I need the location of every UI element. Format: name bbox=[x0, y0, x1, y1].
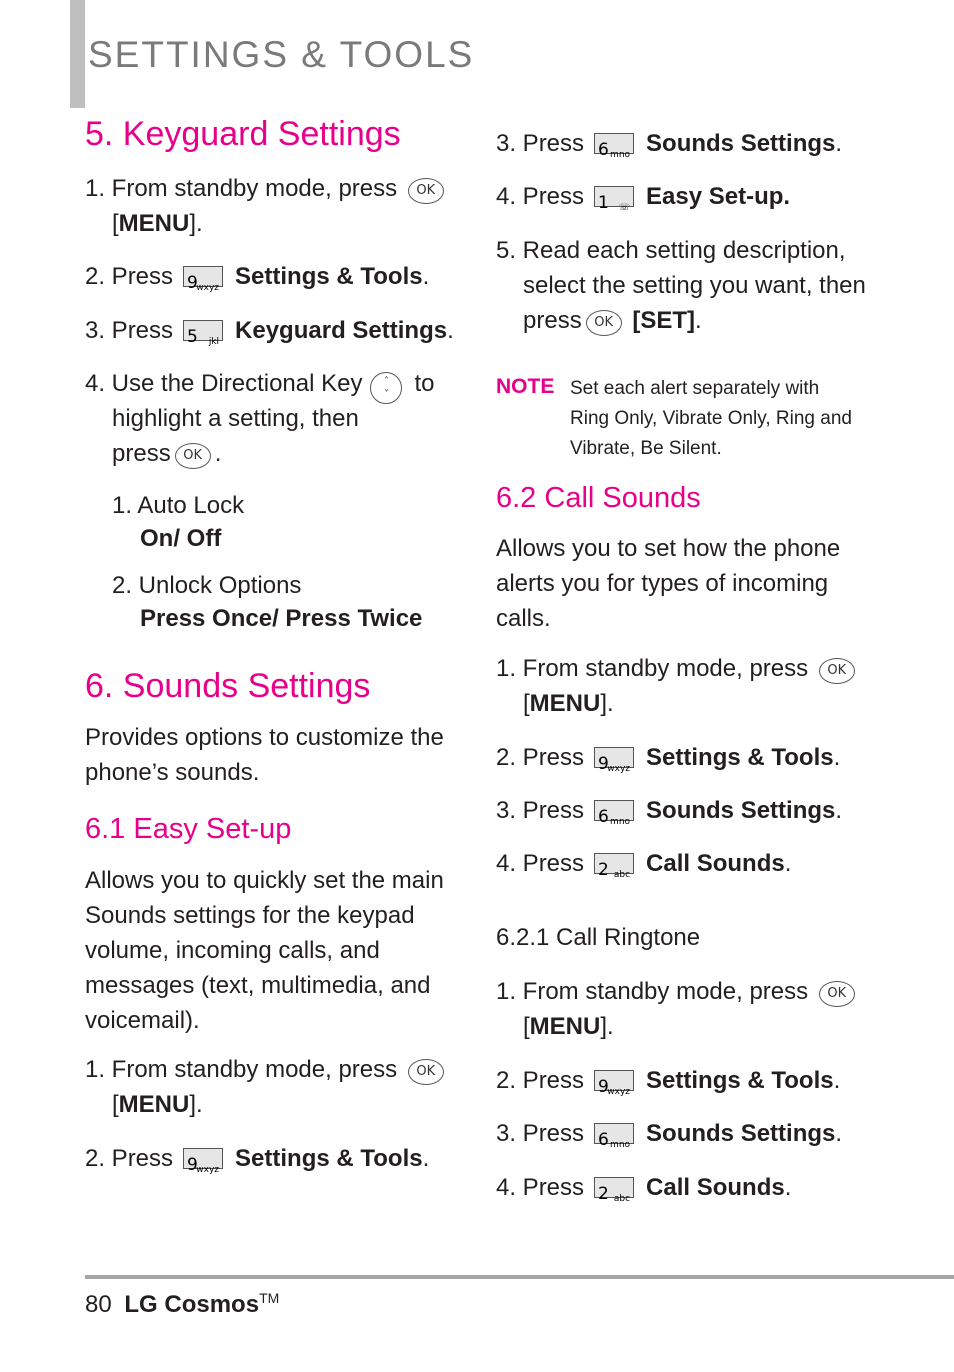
key-letters: jkl bbox=[208, 337, 220, 347]
trademark: TM bbox=[259, 1290, 280, 1306]
step-text: 3. Press bbox=[496, 130, 585, 157]
easy-para-l4: messages (text, multimedia, and bbox=[85, 972, 431, 999]
header-bar bbox=[70, 0, 85, 108]
easy-step-5-l2: select the setting you want, then bbox=[523, 272, 866, 299]
menu-target: Call Sounds bbox=[646, 1174, 785, 1201]
keyguard-step-3: 3. Press 5 jkl Keyguard Settings. bbox=[85, 313, 454, 348]
step-text: 1. From standby mode, press bbox=[85, 175, 398, 202]
note-l3: Vibrate, Be Silent. bbox=[570, 438, 722, 459]
footer-rule bbox=[85, 1275, 954, 1279]
menu-label: MENU bbox=[118, 1091, 190, 1118]
step-text: 4. Press bbox=[496, 1174, 585, 1201]
key-digit: 6 bbox=[598, 1130, 609, 1150]
key-letters: abc bbox=[613, 1194, 631, 1204]
easy-step-1-menu: [MENU]. bbox=[112, 1091, 203, 1118]
footer bbox=[85, 1290, 279, 1319]
keyguard-step-4-l3: press OK . bbox=[112, 440, 222, 467]
brand-name: LG Cosmos bbox=[124, 1291, 260, 1318]
step-text: 3. Press bbox=[85, 317, 174, 344]
bracket: [ bbox=[112, 210, 119, 237]
menu-target: Settings & Tools bbox=[235, 263, 423, 290]
menu-target: Sounds Settings bbox=[646, 797, 836, 824]
ringtone-step-1-menu: [MENU]. bbox=[523, 1013, 614, 1040]
ringtone-step-4: 4. Press 2 abc Call Sounds. bbox=[496, 1170, 791, 1205]
menu-target: Settings & Tools bbox=[235, 1145, 423, 1172]
menu-target: Easy Set-up. bbox=[646, 183, 791, 210]
ok-key-icon: OK bbox=[819, 658, 855, 684]
key-letters: mno bbox=[610, 150, 631, 160]
unlock-options-label: 2. Unlock Options bbox=[112, 572, 302, 599]
voicemail-icon: ☏ bbox=[618, 203, 631, 213]
key-digit: 2 bbox=[598, 1184, 609, 1204]
key-digit: 1 bbox=[598, 193, 609, 213]
step-text: 2. Press bbox=[496, 1067, 585, 1094]
bracket: ]. bbox=[189, 210, 203, 237]
directional-key-icon bbox=[370, 372, 402, 404]
easy-step-1 bbox=[85, 1052, 448, 1087]
step-text: 1. From standby mode, press bbox=[496, 655, 809, 682]
auto-lock-values: On/ Off bbox=[140, 525, 222, 552]
call-sounds-step-4: 4. Press 2 abc Call Sounds. bbox=[496, 846, 791, 881]
call-sounds-para-l3: calls. bbox=[496, 605, 551, 632]
call-sounds-para-l1: Allows you to set how the phone bbox=[496, 535, 841, 562]
call-sounds-step-1 bbox=[496, 651, 859, 686]
keyguard-step-1-menu bbox=[112, 206, 203, 241]
key-digit: 5 bbox=[187, 327, 198, 347]
step-text: 3. Press bbox=[496, 797, 585, 824]
sounds-intro-l1: Provides options to customize the bbox=[85, 724, 444, 751]
step-text: press bbox=[523, 307, 582, 334]
set-label: [SET] bbox=[632, 307, 696, 334]
ok-key-icon: OK bbox=[586, 310, 622, 336]
key-2-icon bbox=[594, 853, 634, 880]
key-digit: 9 bbox=[187, 273, 198, 293]
step-text: press bbox=[112, 440, 171, 467]
key-digit: 9 bbox=[187, 1155, 198, 1175]
menu-target: Keyguard Settings bbox=[235, 317, 448, 344]
call-sounds-para-l2: alerts you for types of incoming bbox=[496, 570, 829, 597]
key-9-icon bbox=[594, 747, 634, 774]
step-text: 3. Press bbox=[496, 1120, 585, 1147]
key-digit: 9 bbox=[598, 1077, 609, 1097]
step-text: 1. From standby mode, press bbox=[496, 978, 809, 1005]
ok-key-icon: OK bbox=[819, 981, 855, 1007]
key-letters: wxyz bbox=[607, 1087, 631, 1097]
key-letters: wxyz bbox=[607, 764, 631, 774]
keyguard-heading: 5. Keyguard Settings bbox=[85, 115, 401, 153]
easy-step-5-l1: 5. Read each setting description, bbox=[496, 237, 846, 264]
key-9-icon bbox=[594, 1070, 634, 1097]
menu-target: Call Sounds bbox=[646, 850, 785, 877]
key-5-icon bbox=[183, 320, 223, 347]
key-9-icon bbox=[183, 266, 223, 293]
key-letters: mno bbox=[610, 1140, 631, 1150]
menu-label: MENU bbox=[118, 210, 190, 237]
key-digit: 9 bbox=[598, 754, 609, 774]
ringtone-step-1 bbox=[496, 974, 859, 1009]
menu-label: MENU bbox=[529, 1013, 601, 1040]
section-title: SETTINGS & TOOLS bbox=[88, 34, 475, 75]
easy-step-2: 2. Press 9 wxyz Settings & Tools. bbox=[85, 1141, 429, 1176]
arrow-up-icon: ˄ bbox=[383, 376, 389, 387]
menu-target: Settings & Tools bbox=[646, 1067, 834, 1094]
key-digit: 6 bbox=[598, 140, 609, 160]
key-6-icon bbox=[594, 1123, 634, 1150]
call-sounds-step-2: 2. Press 9 wxyz Settings & Tools. bbox=[496, 740, 840, 775]
call-sounds-step-3: 3. Press 6 mno Sounds Settings. bbox=[496, 793, 842, 828]
keyguard-step-4-l2: highlight a setting, then bbox=[112, 405, 359, 432]
step-text: 2. Press bbox=[496, 744, 585, 771]
arrow-down-icon: ˅ bbox=[383, 389, 389, 400]
easy-para-l3: volume, incoming calls, and bbox=[85, 937, 380, 964]
easy-setup-heading: 6.1 Easy Set-up bbox=[85, 813, 292, 845]
easy-step-4 bbox=[496, 179, 790, 214]
step-text: 1. From standby mode, press bbox=[85, 1056, 398, 1083]
key-9-icon bbox=[183, 1148, 223, 1175]
easy-para-l2: Sounds settings for the keypad bbox=[85, 902, 415, 929]
keyguard-step-2: 2. Press 9 wxyz Settings & Tools. bbox=[85, 259, 429, 294]
note-label: NOTE bbox=[496, 375, 555, 398]
sounds-heading: 6. Sounds Settings bbox=[85, 667, 371, 705]
call-sounds-heading: 6.2 Call Sounds bbox=[496, 482, 701, 514]
keyguard-step-4 bbox=[85, 366, 434, 404]
key-letters: abc bbox=[613, 870, 631, 880]
note-l1: Set each alert separately with bbox=[570, 378, 820, 399]
auto-lock-label: 1. Auto Lock bbox=[112, 492, 245, 519]
note-l2: Ring Only, Vibrate Only, Ring and bbox=[570, 408, 852, 429]
key-letters: wxyz bbox=[196, 283, 220, 293]
ringtone-step-2: 2. Press 9 wxyz Settings & Tools. bbox=[496, 1063, 840, 1098]
step-text: 4. Press bbox=[496, 183, 585, 210]
step-text: 2. Press bbox=[85, 263, 174, 290]
keyguard-step-1 bbox=[85, 171, 448, 206]
key-2-icon bbox=[594, 1177, 634, 1204]
key-6-icon bbox=[594, 800, 634, 827]
ok-key-icon: OK bbox=[408, 178, 444, 204]
step-text: 4. Press bbox=[496, 850, 585, 877]
sounds-intro-l2: phone’s sounds. bbox=[85, 759, 260, 786]
page-number: 80 bbox=[85, 1291, 112, 1318]
easy-step-5-l3: press OK [SET]. bbox=[523, 307, 702, 334]
key-6-icon bbox=[594, 133, 634, 160]
easy-para-l5: voicemail). bbox=[85, 1007, 200, 1034]
key-letters: wxyz bbox=[196, 1165, 220, 1175]
unlock-options-values: Press Once/ Press Twice bbox=[140, 605, 423, 632]
key-1-icon bbox=[594, 186, 634, 213]
call-sounds-step-1-menu: [MENU]. bbox=[523, 690, 614, 717]
menu-target: Sounds Settings bbox=[646, 130, 836, 157]
ringtone-step-3: 3. Press 6 mno Sounds Settings. bbox=[496, 1116, 842, 1151]
menu-target: Sounds Settings bbox=[646, 1120, 836, 1147]
menu-target: Settings & Tools bbox=[646, 744, 834, 771]
step-text: 4. Use the Directional Key bbox=[85, 370, 363, 397]
key-digit: 6 bbox=[598, 807, 609, 827]
ok-key-icon: OK bbox=[408, 1059, 444, 1085]
ok-key-icon: OK bbox=[175, 443, 211, 469]
key-letters: mno bbox=[610, 817, 631, 827]
step-text: 2. Press bbox=[85, 1145, 174, 1172]
easy-para-l1: Allows you to quickly set the main bbox=[85, 867, 444, 894]
easy-step-3: 3. Press 6 mno Sounds Settings. bbox=[496, 126, 842, 161]
step-text: to bbox=[414, 370, 435, 397]
menu-label: MENU bbox=[529, 690, 601, 717]
call-ringtone-heading: 6.2.1 Call Ringtone bbox=[496, 924, 701, 951]
key-digit: 2 bbox=[598, 860, 609, 880]
